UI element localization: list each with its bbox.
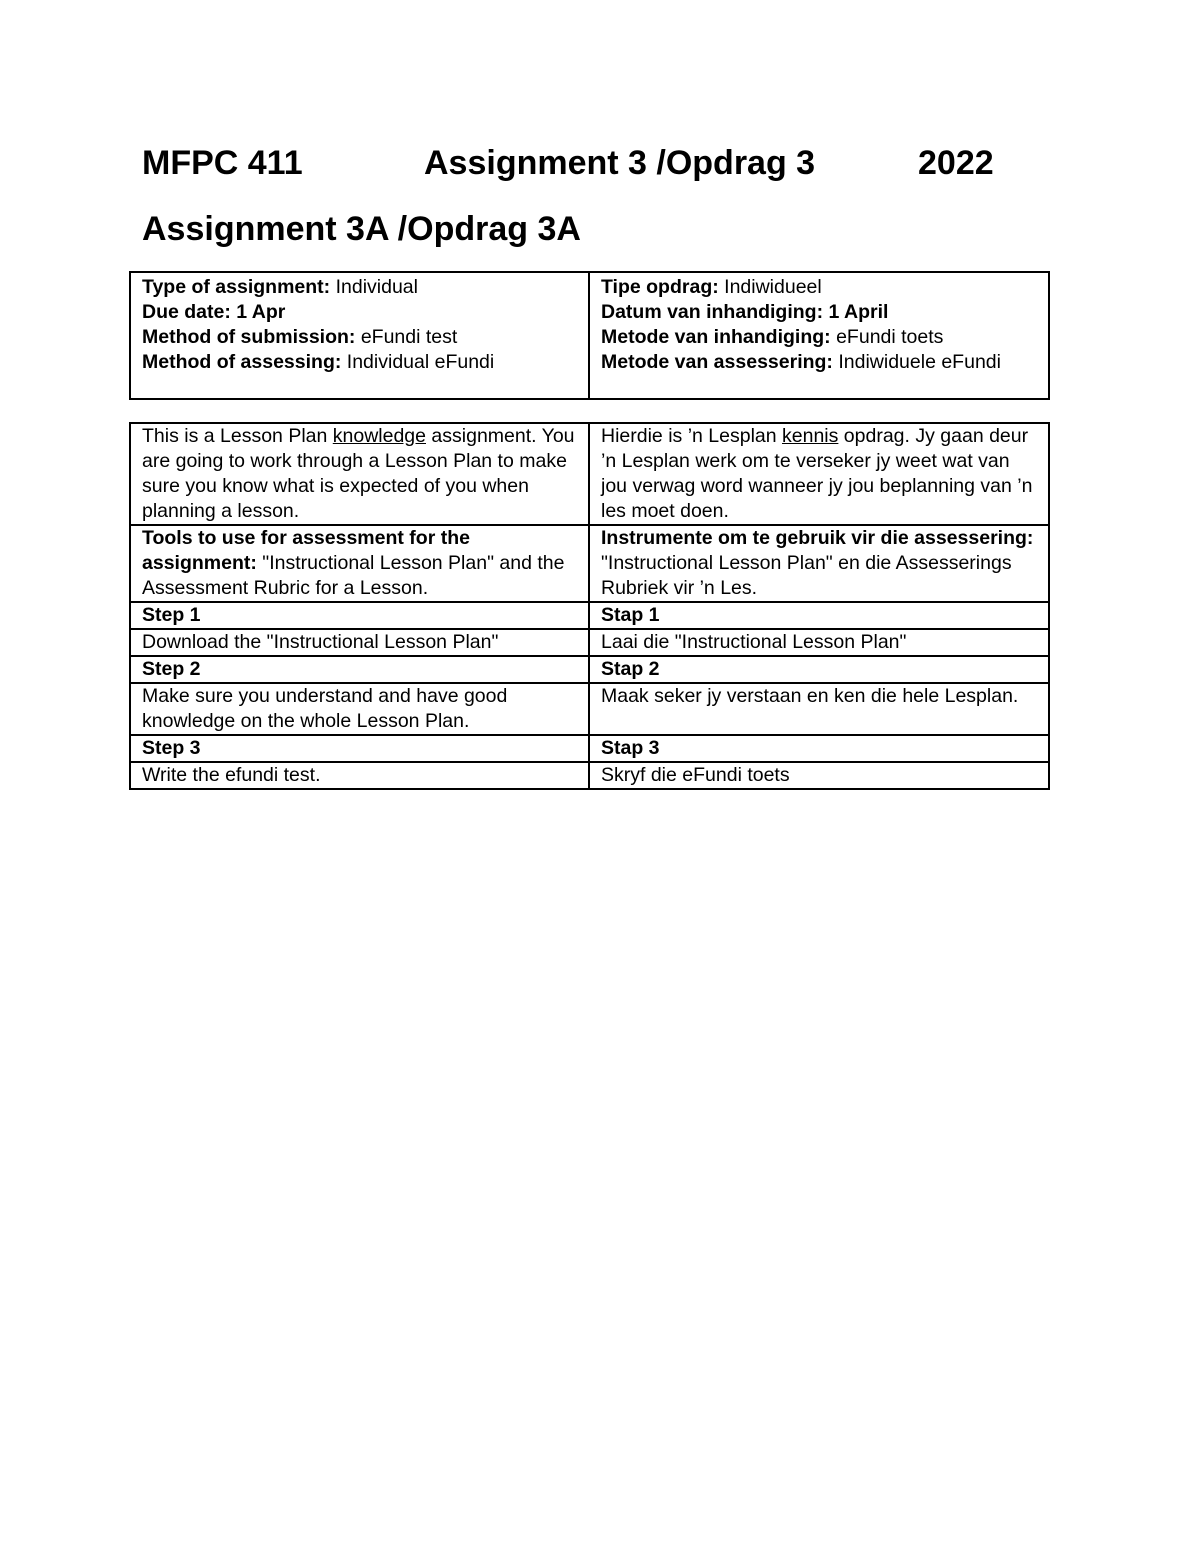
intro-text-before: This is a Lesson Plan: [142, 425, 333, 447]
step-1-text-english: Download the "Instructional Lesson Plan": [130, 629, 589, 656]
assignment-info-table: [129, 271, 1050, 400]
intro-text-before: Hierdie is ’n Lesplan: [601, 425, 783, 447]
metode-van-assessering: [601, 350, 1038, 375]
page-header: [142, 140, 1022, 186]
submission-label: Method of submission:: [142, 326, 356, 348]
step-2-title-english: Step 2: [130, 656, 589, 683]
method-of-assessing: [142, 350, 578, 375]
table-row: [130, 735, 1049, 762]
step-3-title-afrikaans: Stap 3: [589, 735, 1049, 762]
assessing-value: Individual eFundi: [341, 351, 495, 373]
step-1-title-english: Step 1: [130, 602, 589, 629]
table-row: [130, 272, 1049, 399]
step-3-text-afrikaans: Skryf die eFundi toets: [589, 762, 1049, 789]
course-code: MFPC 411: [142, 144, 303, 182]
tipe-opdrag: [601, 275, 1038, 300]
assignment-subtitle: Assignment 3A /Opdrag 3A: [142, 210, 581, 248]
step-3-text-english: Write the efundi test.: [130, 762, 589, 789]
intro-underlined-word: knowledge: [332, 425, 426, 447]
tools-label: Tools to use for assessment for the assignment:: [142, 527, 470, 574]
table-row: [130, 423, 1049, 525]
tipe-label: Tipe opdrag:: [601, 276, 719, 298]
step-2-text-afrikaans: Maak seker jy verstaan en ken die hele Lesplan.: [589, 683, 1049, 735]
step-1-text-afrikaans: Laai die "Instructional Lesson Plan": [589, 629, 1049, 656]
assessering-value: Indiwiduele eFundi: [832, 351, 1001, 373]
table-row: [130, 656, 1049, 683]
table-row: [130, 762, 1049, 789]
assignment-steps-table: [129, 422, 1050, 790]
table-row: [130, 683, 1049, 735]
tools-label: Instrumente om te gebruik vir die assessering:: [601, 527, 1034, 549]
due-date: Due date: 1 Apr: [142, 301, 286, 323]
inhandiging-value: eFundi toets: [830, 326, 944, 348]
submission-value: eFundi test: [355, 326, 458, 348]
document-title: Assignment 3 /Opdrag 3: [424, 144, 816, 182]
type-label: Type of assignment:: [142, 276, 331, 298]
table-row: [130, 602, 1049, 629]
type-value: Individual: [330, 276, 418, 298]
tools-value: "Instructional Lesson Plan" and the Assessment Rubric for a Lesson.: [142, 552, 565, 599]
intro-cell-english: [130, 423, 589, 525]
intro-cell-afrikaans: [589, 423, 1049, 525]
intro-underlined-word: kennis: [782, 425, 839, 447]
intro-text-after: opdrag. Jy gaan deur ’n Lesplan werk om te verseker jy weet wat van jou verwag word wanneer jy jou beplanning van ’n les moet doen.: [601, 425, 1033, 522]
assessing-label: Method of assessing:: [142, 351, 342, 373]
datum-van-inhandiging: Datum van inhandiging: 1 April: [601, 301, 889, 323]
type-of-assignment: [142, 275, 578, 300]
tools-value: "Instructional Lesson Plan" en die Assesserings Rubriek vir ’n Les.: [601, 552, 1012, 599]
inhandiging-label: Metode van inhandiging:: [601, 326, 831, 348]
tools-cell-afrikaans: [589, 525, 1049, 602]
metode-van-inhandiging: [601, 325, 1038, 350]
document-year: 2022: [918, 144, 994, 182]
step-1-title-afrikaans: Stap 1: [589, 602, 1049, 629]
table-row: [130, 629, 1049, 656]
table-row: [130, 525, 1049, 602]
step-2-title-afrikaans: Stap 2: [589, 656, 1049, 683]
tools-cell-english: [130, 525, 589, 602]
tipe-value: Indiwidueel: [718, 276, 822, 298]
step-2-text-english: Make sure you understand and have good knowledge on the whole Lesson Plan.: [130, 683, 589, 735]
info-cell-english: [130, 272, 589, 399]
assessering-label: Metode van assessering:: [601, 351, 833, 373]
step-3-title-english: Step 3: [130, 735, 589, 762]
intro-text-after: assignment. You are going to work through a Lesson Plan to make sure you know what is expected of you when planning a lesson.: [142, 425, 575, 522]
method-of-submission: [142, 325, 578, 350]
info-cell-afrikaans: [589, 272, 1049, 399]
